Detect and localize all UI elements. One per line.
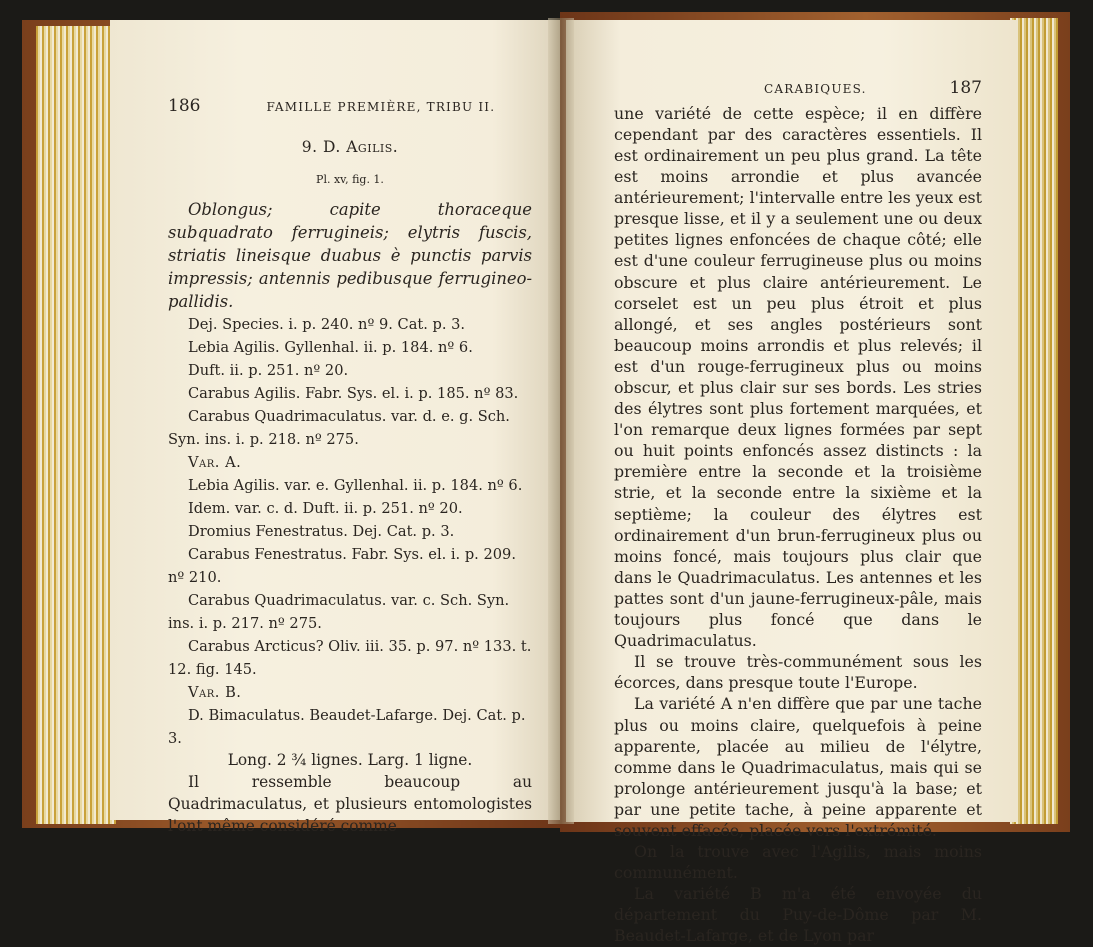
reference-line: Idem. var. c. d. Duft. ii. p. 251. nº 20. [188, 500, 463, 518]
book-gutter [548, 18, 574, 824]
body-paragraph: une variété de cette espèce; il en diffère cependant par des caractères essentiels. Il est ordinairement un peu plus grand. La tête est moins arrondie et plus avancée antérieurement; l'intervalle entre les yeux est presque lisse, et il y a seulement une ou deux petites lignes enfoncées de chaque côté; elle est d'une couleur ferrugineuse plus ou moins obscure et plus claire antérieurement. Le corselet est un peu plus étroit et plus allongé, et ses angles postérieurs sont beaucoup moins arrondis et plus relevés; il est d'un rouge-ferrugineux plus ou moins obscur, et plus clair sur ses bords. Les stries des élytres sont plus fortement marquées, et l'on remarque deux lignes formées par sept ou huit points enfoncés assez distincts : la première entre la seconde et la troisième strie, et la seconde entre la sixième et la septième; la couleur des élytres est ordinairement d'un brun-ferrugineux plus ou moins foncé, mais toujours plus clair que dans le Quadrimaculatus. Les antennes et les pattes sont d'un jaune-ferrugineux-pâle, mais toujours plus foncé que dans le Quadrimaculatus. [614, 103, 982, 651]
reference-line: D. Bimaculatus. Beaudet-Lafarge. Dej. Cat. p. 3. [168, 707, 526, 748]
right-page-number: 187 [949, 78, 982, 98]
left-page-text [168, 96, 532, 838]
variety-heading: Var. A. [188, 454, 242, 472]
right-page-text [614, 78, 982, 947]
body-paragraph: On la trouve avec l'Agilis, mais moins communément. [614, 842, 982, 883]
variety-heading: Var. B. [188, 684, 242, 702]
species-title: 9. D. Agilis. [301, 137, 399, 156]
body-paragraph: La variété A n'en diffère que par une tache plus ou moins claire, quelquefois à peine apparente, placée au milieu de l'élytre, comme dans le Quadrimaculatus, mais qui se prolonge antérieurement jusqu'à la base; et par une petite tache, à peine apparente et souvent effacée, placée vers l'extrémité. [614, 694, 982, 840]
reference-line: Duft. ii. p. 251. nº 20. [188, 362, 349, 380]
reference-line: Carabus Arcticus? Oliv. iii. 35. p. 97. nº 133. t. 12. fig. 145. [168, 638, 532, 679]
left-page-edges [36, 26, 116, 824]
reference-line: Lebia Agilis. var. e. Gyllenhal. ii. p. 184. nº 6. [188, 477, 523, 495]
reference-line: Carabus Agilis. Fabr. Sys. el. i. p. 185. nº 83. [188, 385, 519, 403]
reference-line: Carabus Quadrimaculatus. var. c. Sch. Syn. ins. i. p. 217. nº 275. [168, 592, 510, 633]
left-page-number: 186 [168, 96, 201, 116]
measurements: Long. 2 ¾ lignes. Larg. 1 ligne. [227, 751, 473, 770]
closing-paragraph: Il ressemble beaucoup au Quadrimaculatus, et plusieurs entomologistes l'ont même considéré comme [168, 773, 532, 835]
reference-line: Dej. Species. i. p. 240. nº 9. Cat. p. 3. [188, 316, 466, 334]
reference-line: Carabus Quadrimaculatus. var. d. e. g. Sch. Syn. ins. i. p. 218. nº 275. [168, 408, 510, 449]
reference-line: Carabus Fenestratus. Fabr. Sys. el. i. p. 209. nº 210. [168, 546, 516, 587]
right-body [614, 103, 982, 947]
right-running-header [614, 78, 982, 101]
reference-line: Dromius Fenestratus. Dej. Cat. p. 3. [188, 523, 455, 541]
body-paragraph: Il se trouve très-communément sous les écorces, dans presque toute l'Europe. [614, 652, 982, 693]
plate-reference: Pl. xv, fig. 1. [316, 172, 384, 186]
right-running-head: CARABIQUES. [764, 82, 867, 96]
reference-line: Lebia Agilis. Gyllenhal. ii. p. 184. nº 6. [188, 339, 473, 357]
synonymy-list [168, 313, 532, 750]
body-paragraph: La variété B m'a été envoyée du département du Puy-de-Dôme par M. Beaudet-Lafarge, et de Lyon par [614, 884, 982, 946]
latin-diagnosis: Oblongus; capite thoraceque subquadrato ferrugineis; elytris fuscis, striatis lineisque duabus è punctis parvis impressis; antennis pedibusque ferrugineo-pallidis. [168, 200, 532, 312]
left-running-header [168, 96, 532, 119]
left-running-head: FAMILLE PREMIÈRE, TRIBU II. [266, 100, 496, 114]
